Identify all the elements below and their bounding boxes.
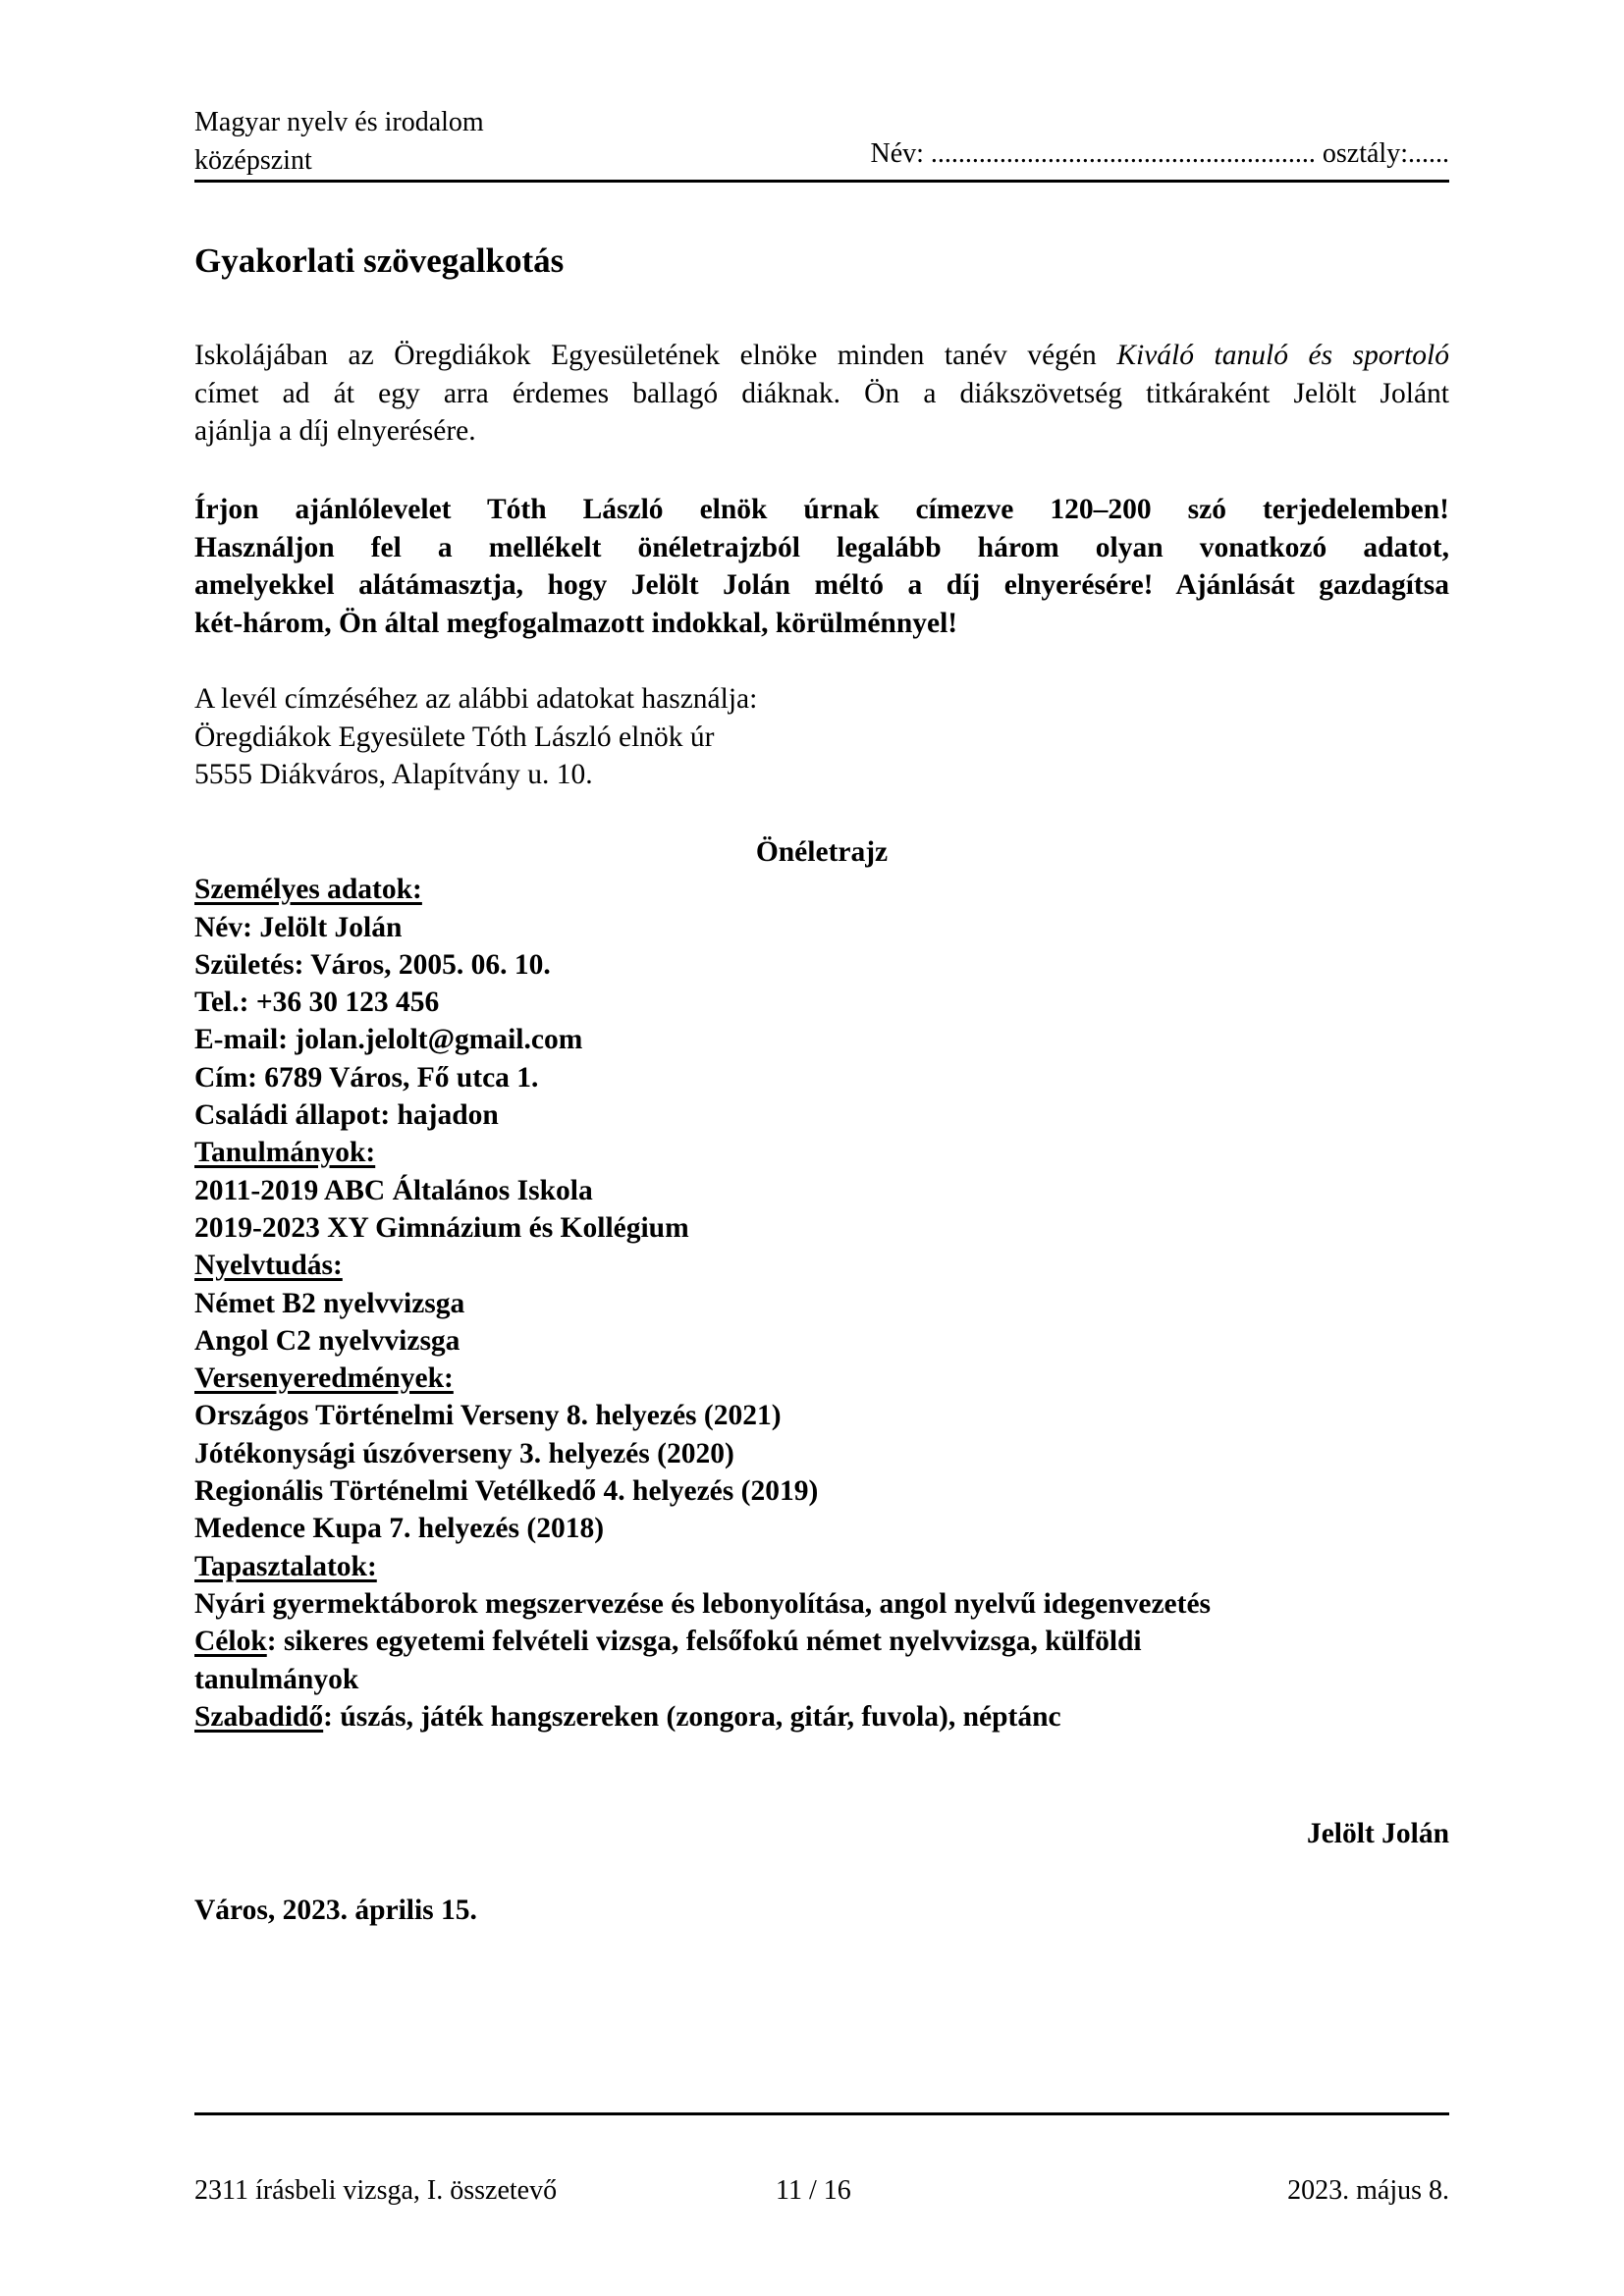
cv-item: Tel.: +36 30 123 456 — [194, 987, 440, 1019]
cv-leisure-text: : úszás, játék hangszereken (zongora, gitár, fuvola), néptánc — [323, 1700, 1061, 1733]
cv-heading-languages: Nyelvtudás: — [194, 1250, 343, 1282]
award-name: Kiváló tanuló és sportoló — [1116, 340, 1449, 371]
cv-item: Cím: 6789 Város, Fő utca 1. — [194, 1061, 539, 1094]
address-street: 5555 Diákváros, Alapítvány u. 10. — [194, 759, 593, 790]
cv-section — [194, 833, 1449, 1735]
cv-item: 2019-2023 XY Gimnázium és Kollégium — [194, 1211, 689, 1244]
cv-place-date: Város, 2023. április 15. — [194, 1895, 477, 1926]
cv-goals-text-cont: tanulmányok — [194, 1663, 359, 1695]
cv-item: Medence Kupa 7. helyezés (2018) — [194, 1513, 605, 1545]
cv-leisure — [194, 1698, 1449, 1735]
intro-line-1 — [194, 337, 1449, 375]
instruction-line: amelyekkel alátámasztja, hogy Jelölt Jolán méltó a díj elnyerésére! Ajánlását gazdagítsa — [194, 569, 1449, 601]
cv-heading-studies: Tanulmányok: — [194, 1137, 376, 1169]
footer-date: 2023. május 8. — [1287, 2175, 1449, 2206]
cv-heading-goals: Célok — [194, 1626, 267, 1658]
subject-title: Magyar nyelv és irodalom — [194, 107, 484, 137]
footer-exam-code: 2311 írásbeli vizsga, I. összetevő — [194, 2175, 558, 2206]
cv-item: Név: Jelölt Jolán — [194, 911, 403, 943]
cv-goals-text: : sikeres egyetemi felvételi vizsga, felsőfokú német nyelvvizsga, külföldi — [266, 1626, 1142, 1658]
cv-heading-experience: Tapasztalatok: — [194, 1550, 377, 1582]
task-title: Gyakorlati szövegalkotás — [194, 241, 565, 280]
cv-title: Önéletrajz — [755, 836, 889, 868]
cv-item: Nyári gyermektáborok megszervezése és lebonyolítása, angol nyelvű idegenvezetés — [194, 1587, 1212, 1620]
subject-level: középszint — [194, 145, 312, 176]
address-recipient: Öregdiákok Egyesülete Tóth László elnök úr — [194, 721, 715, 753]
cv-item: Angol C2 nyelvvizsga — [194, 1324, 460, 1357]
cv-heading-competitions: Versenyeredmények: — [194, 1362, 454, 1395]
cv-heading-leisure: Szabadidő — [194, 1700, 324, 1733]
cv-item: Regionális Történelmi Vetélkedő 4. helyezés (2019) — [194, 1475, 819, 1508]
cv-signature: Jelölt Jolán — [1306, 1818, 1449, 1849]
address-block — [194, 680, 1449, 794]
cv-item: Jótékonysági úszóverseny 3. helyezés (2020) — [194, 1437, 734, 1469]
cv-item: E-mail: jolan.jelolt@gmail.com — [194, 1024, 583, 1056]
cv-goals — [194, 1623, 1449, 1660]
intro-line-2: címet ad át egy arra érdemes ballagó diáknak. Ön a diákszövetség titkáraként Jelölt Jolánt — [194, 377, 1449, 409]
cv-item: Országos Történelmi Verseny 8. helyezés (2021) — [194, 1400, 782, 1432]
cv-item: Német B2 nyelvvizsga — [194, 1287, 465, 1319]
cv-item: Születés: Város, 2005. 06. 10. — [194, 948, 551, 981]
cv-item: 2011-2019 ABC Általános Iskola — [194, 1174, 593, 1206]
footer-page-number: 11 / 16 — [776, 2175, 851, 2206]
intro-line-3: ajánlja a díj elnyerésére. — [194, 415, 476, 447]
address-intro: A levél címzéséhez az alábbi adatokat használja: — [194, 683, 758, 715]
cv-item: Családi állapot: hajadon — [194, 1099, 499, 1132]
instruction-line: Írjon ajánlólevelet Tóth László elnök úrnak címezve 120–200 szó terjedelemben! — [194, 494, 1449, 525]
header-divider — [194, 180, 1449, 183]
intro-text: Iskolájában az Öregdiákok Egyesületének elnöke minden tanév végén — [194, 340, 1117, 371]
footer-divider — [194, 2112, 1449, 2115]
instruction-line: Használjon fel a mellékelt önéletrajzból legalább három olyan vonatkozó adatot, — [194, 531, 1449, 563]
intro-paragraph — [194, 337, 1449, 451]
cv-heading-personal: Személyes adatok: — [194, 874, 422, 906]
instruction-line: két-három, Ön által megfogalmazott indokkal, körülménnyel! — [194, 607, 958, 639]
instructions-paragraph — [194, 491, 1449, 642]
name-class-field: Név: ........................................................ osztály:...... — [870, 138, 1449, 169]
